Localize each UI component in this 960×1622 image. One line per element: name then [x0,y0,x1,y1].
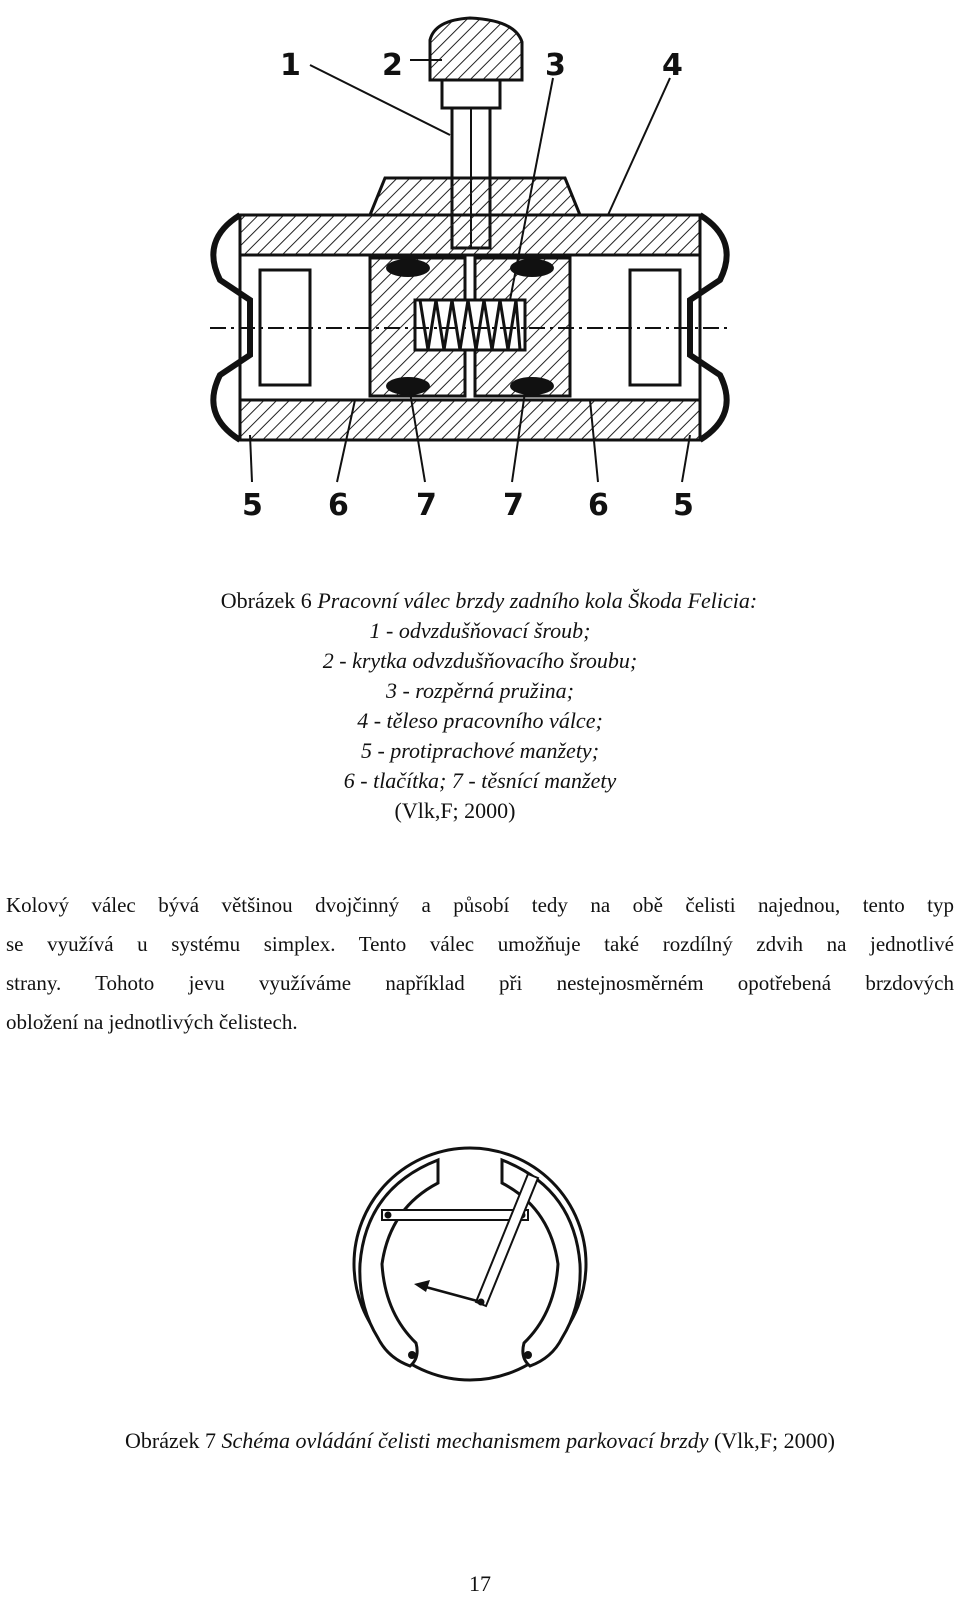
caption-title: Pracovní válec brzdy zadního kola Škoda Felicia: [317,588,758,613]
callout-1: 1 [280,48,301,83]
paragraph-line: se využívá u systému simplex. Tento válec umožňuje také rozdílný zdvih na jednotlivé [6,932,954,956]
paragraph-line: Kolový válec bývá většinou dvojčinný a působí tedy na obě čelisti najednou, tento typ [6,893,954,917]
callout-5-right: 5 [673,488,694,523]
caption-prefix: Obrázek 7 [125,1428,222,1453]
parking-brake-schematic [350,1138,590,1390]
caption-title-line [18,586,960,616]
caption-item: 2 - krytka odvzdušňovacího šroubu; [322,648,638,673]
paragraph-line: obložení na jednotlivých čelistech. [6,1010,298,1034]
callout-4: 4 [662,48,683,83]
callout-5-left: 5 [242,488,263,523]
caption-title: Schéma ovládání čelisti mechanismem parkovací brzdy [221,1428,709,1453]
caption-item: 6 - tlačítka; 7 - těsnící manžety [343,768,617,793]
caption-source: (Vlk,F; 2000) [708,1428,835,1453]
callout-7-right: 7 [503,488,524,523]
figure-7-caption [0,1428,960,1454]
body-paragraph [6,886,954,1042]
callout-6-left: 6 [328,488,349,523]
callout-7-left: 7 [416,488,437,523]
callout-3: 3 [545,48,566,83]
page-number: 17 [469,1571,491,1596]
caption-prefix: Obrázek 6 [220,588,318,613]
paragraph-line: strany. Tohoto jevu využíváme například při nestejnosměrném opotřebená brzdových [6,971,954,995]
caption-item: 3 - rozpěrná pružina; [385,678,575,703]
caption-item: 1 - odvzdušňovací šroub; [369,618,591,643]
brake-cylinder-drawing [180,0,740,540]
caption-item: 5 - protiprachové manžety; [360,738,600,763]
caption-item: 4 - těleso pracovního válce; [357,708,603,733]
caption-source: (Vlk,F; 2000) [394,798,516,823]
callout-2: 2 [382,48,403,83]
figure-6-caption [0,586,960,826]
callout-6-right: 6 [588,488,609,523]
